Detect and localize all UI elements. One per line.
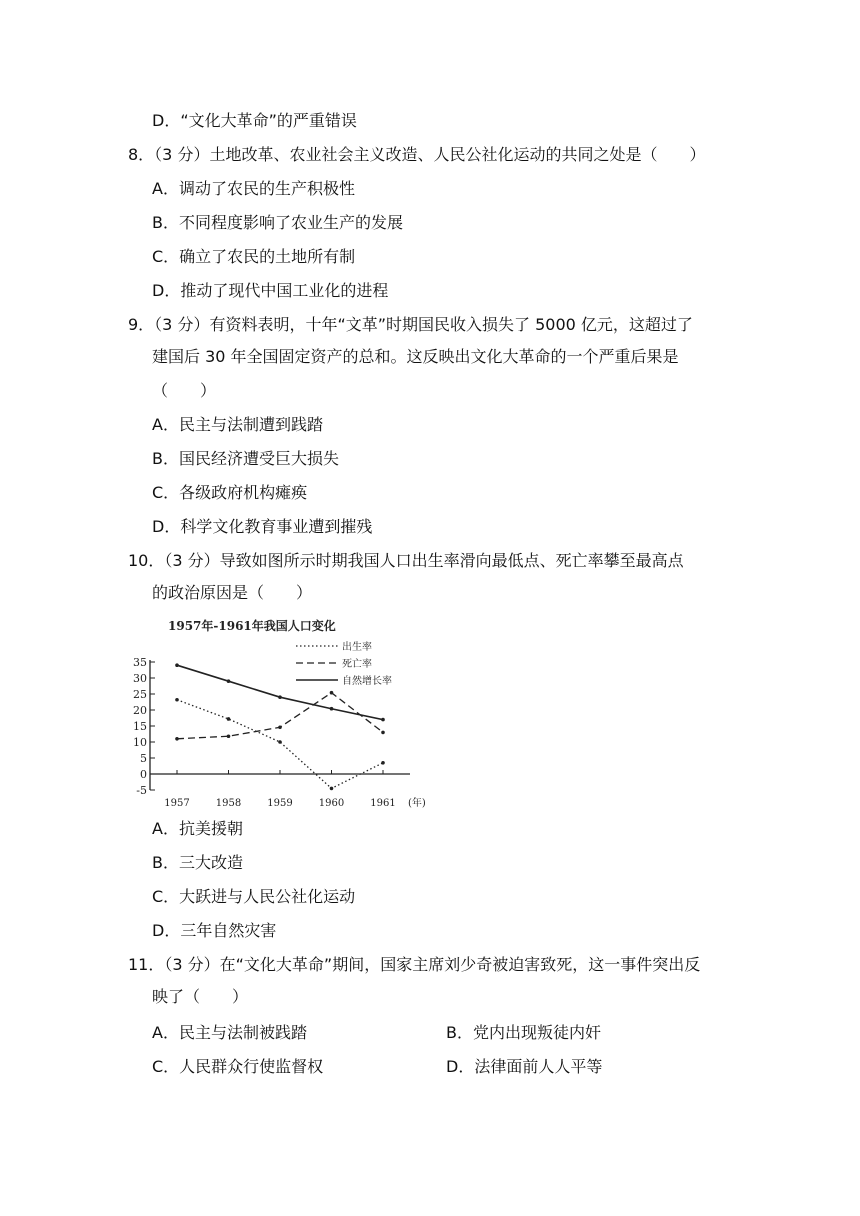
y-tick-label: 30 [133,672,147,685]
data-point [278,695,282,699]
q10-option-a[interactable]: A．抗美援朝 [152,819,243,838]
q11-option-c[interactable]: C．人民群众行使监督权 [152,1057,324,1076]
x-tick-label: 1957 [164,798,190,809]
q10-option-b[interactable]: B．三大改造 [152,853,243,872]
x-tick-label: 1958 [215,798,242,809]
legend-label: 出生率 [342,642,372,653]
data-point [227,679,231,683]
q10-option-c[interactable]: C．大跃进与人民公社化运动 [152,887,356,906]
x-tick-label: 1959 [267,798,293,809]
y-tick-label: 35 [133,656,147,669]
y-tick-label: 20 [133,704,147,717]
y-tick-label: 25 [133,688,147,701]
q9-stem-line2: 建国后 30 年全国固定资产的总和。这反映出文化大革命的一个严重后果是 [152,347,679,366]
q8-option-b[interactable]: B．不同程度影响了农业生产的发展 [152,213,403,232]
q8-option-a[interactable]: A．调动了农民的生产积极性 [152,179,355,198]
data-point [330,707,334,711]
data-point [381,761,385,765]
data-point [381,731,385,735]
chart-legend [296,640,392,687]
y-tick-label: 0 [140,768,147,781]
data-point [227,734,231,738]
q11-option-b[interactable]: B．党内出现叛徒内奸 [446,1023,601,1042]
data-point [175,663,179,667]
x-axis-unit: (年) [408,798,426,809]
y-tick-label: 5 [140,752,147,765]
q9-option-a[interactable]: A．民主与法制遭到践踏 [152,415,323,434]
legend-label: 自然增长率 [342,676,392,687]
data-point [381,718,385,722]
data-point [175,737,179,741]
q9-option-d[interactable]: D．科学文化教育事业遭到摧残 [152,517,373,536]
series-line-死亡率 [177,693,383,739]
q8-option-d[interactable]: D．推动了现代中国工业化的进程 [152,281,389,300]
data-point [227,717,231,721]
q10-option-d[interactable]: D．三年自然灾害 [152,921,277,940]
prev-question-option-d: D．“文化大革命”的严重错误 [152,111,357,130]
q9-stem-line3: （ ） [152,381,217,400]
q11-stem-line1: 11．（3 分）在“文化大革命”期间，国家主席刘少奇被迫害致死，这一事件突出反 [128,955,701,974]
q8-stem: 8．（3 分）土地改革、农业社会主义改造、人民公社化运动的共同之处是（ ） [128,145,706,164]
data-point [278,725,282,729]
chart-title: 1957年-1961年我国人口变化 [168,619,336,633]
y-tick-label: -5 [136,784,147,797]
q9-option-c[interactable]: C．各级政府机构瘫痪 [152,483,308,502]
y-tick-label: 10 [133,736,147,749]
data-point [330,787,334,791]
data-point [330,691,334,695]
q11-stem-line2: 映了（ ） [152,987,249,1006]
q11-option-d[interactable]: D．法律面前人人平等 [446,1057,603,1076]
legend-label: 死亡率 [342,659,372,670]
y-tick-label: 15 [133,720,147,733]
q9-option-b[interactable]: B．国民经济遭受巨大损失 [152,449,339,468]
q11-option-a[interactable]: A．民主与法制被践踏 [152,1023,307,1042]
population-chart [120,612,440,812]
q9-stem-line1: 9．（3 分）有资料表明，十年“文革”时期国民收入损失了 5000 亿元，这超过了 [128,315,693,334]
q8-option-c[interactable]: C．确立了农民的土地所有制 [152,247,356,266]
data-point [278,740,282,744]
q10-stem-line2: 的政治原因是（ ） [152,583,313,602]
data-point [175,698,179,702]
q10-stem-line1: 10．（3 分）导致如图所示时期我国人口出生率滑向最低点、死亡率攀至最高点 [128,551,684,570]
x-tick-label: 1961 [370,798,396,809]
x-tick-label: 1960 [318,798,345,809]
